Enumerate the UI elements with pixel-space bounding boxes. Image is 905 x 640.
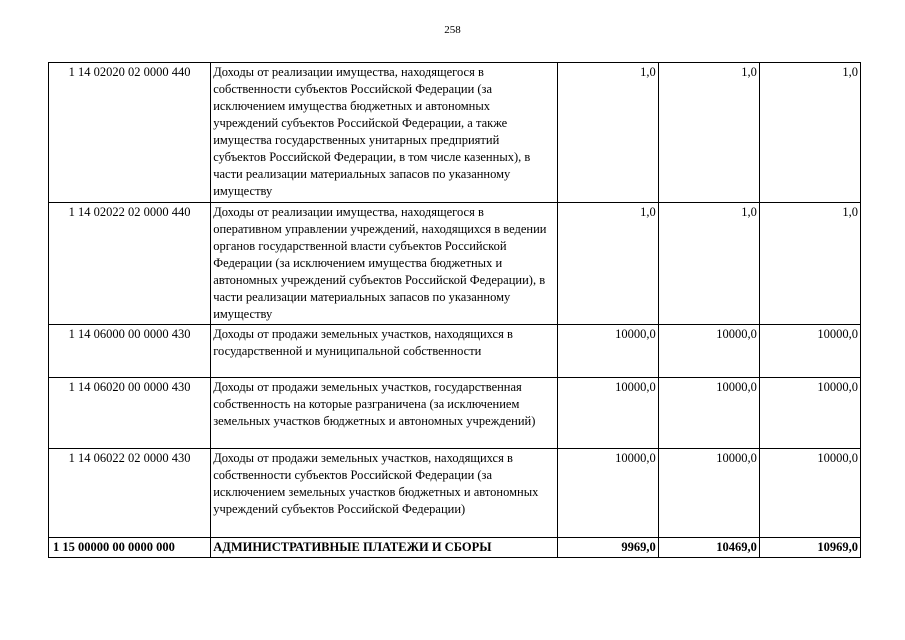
page-number: 258: [444, 24, 461, 36]
budget-code-cell: 1 14 06000 00 0000 430: [49, 325, 211, 378]
table-row: [49, 449, 861, 538]
value-cell-year-2: 10000,0: [658, 378, 759, 449]
value-cell-year-1: 10000,0: [557, 378, 658, 449]
table-row-section-total: [49, 538, 861, 558]
value-cell-year-2: 1,0: [658, 203, 759, 325]
value-cell-year-2: 10000,0: [658, 449, 759, 538]
table-row: [49, 203, 861, 325]
value-cell-year-3: 1,0: [759, 203, 860, 325]
table-row: [49, 63, 861, 203]
table-row: [49, 378, 861, 449]
description-cell: Доходы от реализации имущества, находящегося в оперативном управлении учреждений, находящихся в ведении органов государственной власти субъектов Российской Федерации (за исключением имущества бюджетных и автономных учреждений субъектов Российской Федерации), в части реализации материальных запасов по указанному имуществу: [211, 203, 557, 325]
value-cell-year-1: 1,0: [557, 63, 658, 203]
table-row: [49, 325, 861, 378]
description-cell: Доходы от продажи земельных участков, находящихся в собственности субъектов Российской Федерации (за исключением земельных участков бюджетных и автономных учреждений субъектов Российской Федерации): [211, 449, 557, 538]
value-cell-year-1: 1,0: [557, 203, 658, 325]
budget-revenue-table: [48, 62, 861, 558]
description-cell: Доходы от продажи земельных участков, государственная собственность на которые разграничена (за исключением земельных участков бюджетных и автономных учреждений): [211, 378, 557, 449]
value-cell-year-3: 10969,0: [759, 538, 860, 558]
description-cell: Доходы от продажи земельных участков, находящихся в государственной и муниципальной собственности: [211, 325, 557, 378]
value-cell-year-2: 10000,0: [658, 325, 759, 378]
value-cell-year-3: 10000,0: [759, 378, 860, 449]
budget-code-cell: 1 14 06020 00 0000 430: [49, 378, 211, 449]
section-title-cell: АДМИНИСТРАТИВНЫЕ ПЛАТЕЖИ И СБОРЫ: [211, 538, 557, 558]
budget-code-cell: 1 15 00000 00 0000 000: [49, 538, 211, 558]
value-cell-year-1: 10000,0: [557, 325, 658, 378]
budget-code-cell: 1 14 02022 02 0000 440: [49, 203, 211, 325]
value-cell-year-2: 1,0: [658, 63, 759, 203]
budget-code-cell: 1 14 06022 02 0000 430: [49, 449, 211, 538]
value-cell-year-2: 10469,0: [658, 538, 759, 558]
value-cell-year-3: 10000,0: [759, 449, 860, 538]
description-cell: Доходы от реализации имущества, находящегося в собственности субъектов Российской Федерации (за исключением имущества бюджетных и автономных учреждений субъектов Российской Федерации, а также имущества государственных унитарных предприятий субъектов Российской Федерации, в том числе казенных), в части реализации материальных запасов по указанному имуществу: [211, 63, 557, 203]
value-cell-year-3: 10000,0: [759, 325, 860, 378]
value-cell-year-3: 1,0: [759, 63, 860, 203]
value-cell-year-1: 10000,0: [557, 449, 658, 538]
value-cell-year-1: 9969,0: [557, 538, 658, 558]
budget-code-cell: 1 14 02020 02 0000 440: [49, 63, 211, 203]
